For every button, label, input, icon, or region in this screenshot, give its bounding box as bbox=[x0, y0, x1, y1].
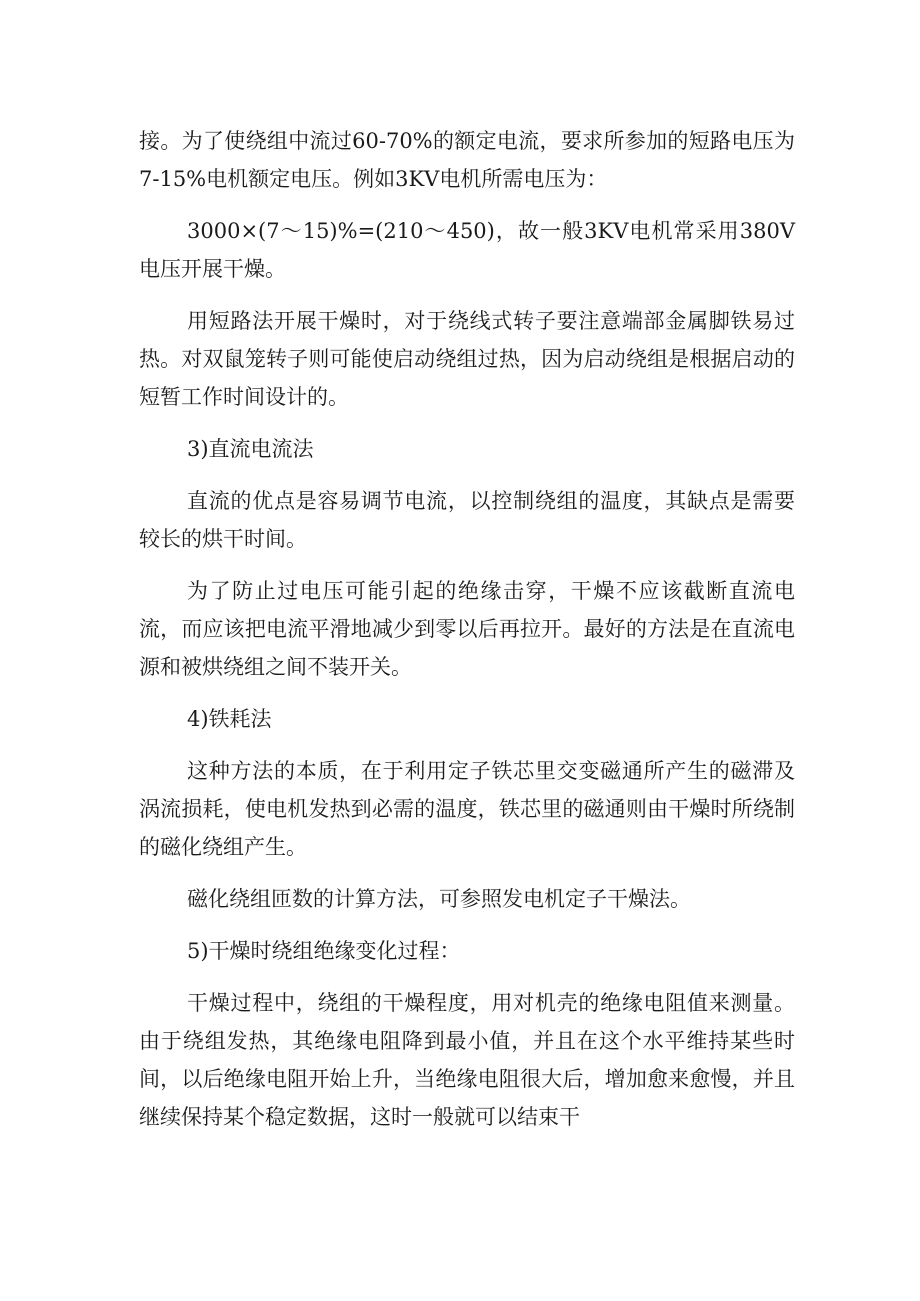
paragraph-dc-advantages: 直流的优点是容易调节电流，以控制绕组的温度，其缺点是需要较长的烘干时间。 bbox=[139, 489, 795, 551]
paragraph-iron-loss-principle: 这种方法的本质，在于利用定子铁芯里交变磁通所产生的磁滞及涡流损耗，使电机发热到必需的温度，铁芯里的磁通则由干燥时所绕制的磁化绕组产生。 bbox=[139, 759, 795, 859]
paragraph-magnetizing-winding: 磁化绕组匝数的计算方法，可参照发电机定子干燥法。 bbox=[187, 887, 691, 911]
paragraph-insulation-process: 干燥过程中，绕组的干燥程度，用对机壳的绝缘电阻值来测量。由于绕组发热，其绝缘电阻降到最小值，并且在这个水平维持某些时间，以后绝缘电阻开始上升，当绝缘电阻很大后，增加愈来愈慢，并且继续保持某个稳定数据，这时一般就可以结束干 bbox=[139, 991, 795, 1129]
heading-insulation-change: 5)干燥时绕组绝缘变化过程： bbox=[187, 939, 461, 963]
heading-iron-loss-method: 4)铁耗法 bbox=[187, 707, 272, 731]
heading-dc-current-method: 3)直流电流法 bbox=[187, 437, 314, 461]
paragraph-dc-precautions: 为了防止过电压可能引起的绝缘击穿，干燥不应该截断直流电流，而应该把电流平滑地减少到零以后再拉开。最好的方法是在直流电源和被烘绕组之间不装开关。 bbox=[139, 579, 795, 679]
paragraph-short-circuit-drying: 用短路法开展干燥时，对于绕线式转子要注意端部金属脚铁易过热。对双鼠笼转子则可能使启动绕组过热，因为启动绕组是根据启动的短暂工作时间设计的。 bbox=[139, 309, 795, 409]
paragraph-short-circuit-voltage: 接。为了使绕组中流过60-70%的额定电流，要求所参加的短路电压为7-15%电机额定电压。例如3KV电机所需电压为： bbox=[139, 129, 795, 191]
paragraph-voltage-calculation: 3000×(7～15)%=(210～450)，故一般3KV电机常采用380V电压开展干燥。 bbox=[139, 219, 795, 281]
document-body bbox=[139, 122, 795, 1150]
